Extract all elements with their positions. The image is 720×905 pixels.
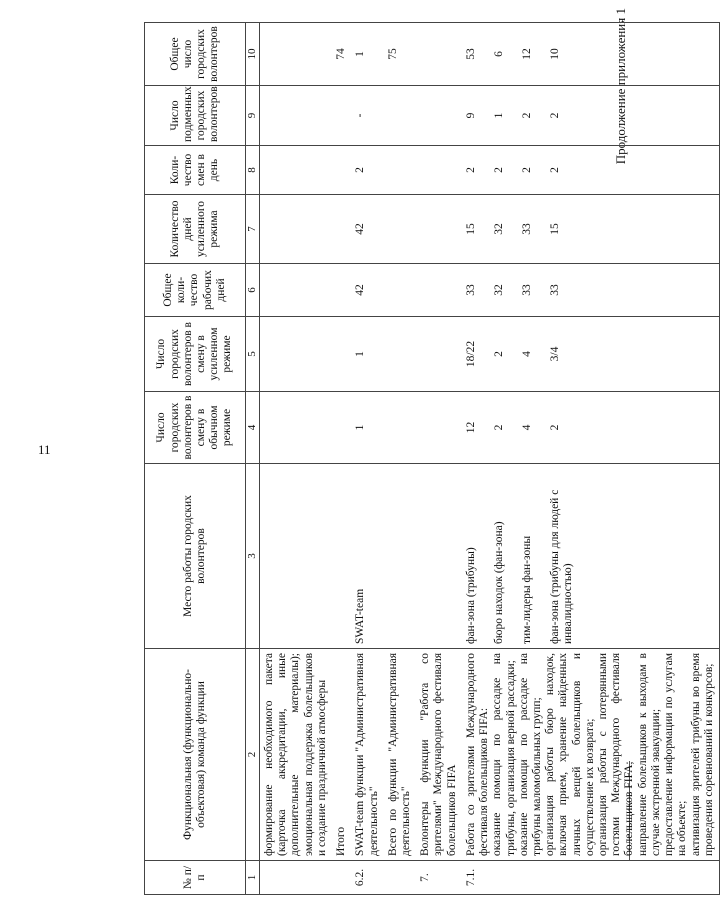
cell-work-days: 42 — [351, 264, 383, 317]
col-number: 9 — [246, 86, 260, 146]
col-number: 3 — [246, 464, 260, 649]
function-name: SWAT-team функции "Административная деятельность" — [351, 649, 383, 861]
function-item: организация работы бюро находок, включая прием, хранение найденных личных вещей болельщиков и осуществление их возврата; — [544, 653, 596, 856]
function-item: активизация зрителей трибуны во время проведения соревнований и конкурсов; — [689, 653, 715, 856]
volunteer-table — [144, 22, 720, 895]
col-number: 7 — [246, 195, 260, 264]
cell-shifts-per-day: 2 — [492, 167, 505, 173]
function-description — [462, 649, 720, 861]
header-row — [145, 23, 246, 895]
row-number: 7. — [416, 861, 462, 895]
col-header-enhanced-shift: Число городских волонтеров в смену в усиленном режиме — [145, 317, 246, 392]
cell-normal-shift: 12 — [464, 421, 477, 434]
function-item: организация работы с потерянными гостями Международного фестиваля болельщиков FIFA; — [597, 653, 636, 856]
cell-total: 6 — [492, 51, 505, 57]
function-item: направление болельщиков к выходам в случае экстренной эвакуации; — [636, 653, 662, 856]
cell-enhanced-shift: 2 — [492, 351, 505, 357]
col-header-total: Общее число городских волонтеров — [145, 23, 246, 86]
cell-enhanced-shift: 4 — [520, 351, 533, 357]
cell-normal-shift: 2 — [492, 424, 505, 431]
table-row-6-2 — [351, 23, 383, 895]
cell-work-days: 33 — [548, 284, 561, 296]
cell-normal-shift: 4 — [520, 424, 533, 431]
column-number-row — [246, 23, 260, 895]
cell-total: 12 — [520, 48, 533, 60]
col-number: 4 — [246, 392, 260, 464]
cell-enhanced-days: 32 — [492, 223, 505, 235]
continuation-text: формирование необходимого пакета (карточка аккредитации, иные дополнительные материалы); эмоциональная поддержка болельщиков и создание праздничной атмосферы — [260, 649, 333, 861]
col-header-number: № п/п — [145, 861, 246, 895]
work-place: тим-лидеры фан-зоны — [520, 535, 533, 644]
function-item: оказание помощи по рассадке на трибуны маломобильных групп; — [517, 653, 543, 856]
row-number: 7.1. — [462, 861, 720, 895]
table-row-continuation — [260, 23, 333, 895]
col-header-place: Место работы городских волонтеров — [145, 464, 246, 649]
vsego-label: Всего по функции "Административная деятельность" — [384, 649, 416, 861]
work-place: фан-зона (трибуны) — [464, 547, 477, 644]
cell-total: 1 — [351, 23, 383, 86]
itogo-label: Итого — [332, 649, 351, 861]
cell-enhanced-shift: 3/4 — [548, 346, 561, 362]
cell-normal-shift: 2 — [548, 424, 561, 431]
cell-enhanced-shift: 1 — [351, 317, 383, 392]
cell-total: 53 — [464, 48, 477, 60]
col-number: 2 — [246, 649, 260, 861]
col-header-work-days: Общее коли-чество рабочих дней — [145, 264, 246, 317]
cell-substitutes: 2 — [520, 112, 533, 119]
cell-substitutes: 9 — [464, 112, 477, 119]
work-place: SWAT-team — [351, 464, 383, 649]
work-place: фан-зона (трибуны для людей с инвалидностью) — [548, 489, 575, 644]
table-row-vsego — [384, 23, 416, 895]
col-number: 10 — [246, 23, 260, 86]
cell-work-days: 33 — [520, 284, 533, 296]
cell-normal-shift: 1 — [351, 392, 383, 464]
col-header-shifts-per-day: Коли-чество смен в день — [145, 146, 246, 195]
work-place: бюро находок (фан-зона) — [492, 521, 505, 644]
col-header-substitutes: Число подменных городских волонтеров — [145, 86, 246, 146]
cell-enhanced-days: 42 — [351, 195, 383, 264]
page-number: 11 — [38, 442, 51, 457]
itogo-total: 74 — [332, 23, 351, 86]
table-row-7 — [416, 23, 462, 895]
cell-enhanced-days: 15 — [548, 223, 561, 235]
cell-enhanced-days: 33 — [520, 223, 533, 235]
cell-enhanced-days: 15 — [464, 223, 477, 235]
cell-substitutes: 2 — [548, 112, 561, 119]
cell-work-days: 33 — [464, 284, 477, 296]
cell-total: 10 — [548, 48, 561, 60]
appendix-title: Продолжение приложения 1 — [613, 8, 628, 165]
cell-substitutes: 1 — [492, 112, 505, 119]
function-item: предоставление информации по услугам на объекте; — [663, 653, 689, 856]
function-name: Волонтеры функции "Работа со зрителями" Международного фестиваля болельщиков FIFA — [416, 649, 462, 861]
cell-shifts-per-day: 2 — [351, 146, 383, 195]
function-item: оказание помощи по рассадке на трибуны, организация верной рассадки; — [491, 653, 517, 856]
table-row-7-1 — [462, 23, 720, 895]
row-number: 6.2. — [351, 861, 383, 895]
cell-work-days: 32 — [492, 284, 505, 296]
function-intro: Работа со зрителями Международного фестиваля болельщиков FIFA: — [464, 653, 491, 856]
col-header-enhanced-days: Количество дней усиленного режима — [145, 195, 246, 264]
cell-substitutes: - — [351, 86, 383, 146]
cell-shifts-per-day: 2 — [548, 167, 561, 173]
cell-shifts-per-day: 2 — [520, 167, 533, 173]
col-header-normal-shift: Число городских волонтеров в смену в обычном режиме — [145, 392, 246, 464]
col-number: 6 — [246, 264, 260, 317]
vsego-total: 75 — [384, 23, 416, 86]
table-row-itogo — [332, 23, 351, 895]
col-number: 5 — [246, 317, 260, 392]
col-number: 1 — [246, 861, 260, 895]
cell-shifts-per-day: 2 — [464, 167, 477, 173]
col-number: 8 — [246, 146, 260, 195]
col-header-function: Функциональная (функционально-объектовая) команда функции — [145, 649, 246, 861]
cell-enhanced-shift: 18/22 — [464, 340, 477, 368]
work-place-list — [462, 464, 720, 649]
